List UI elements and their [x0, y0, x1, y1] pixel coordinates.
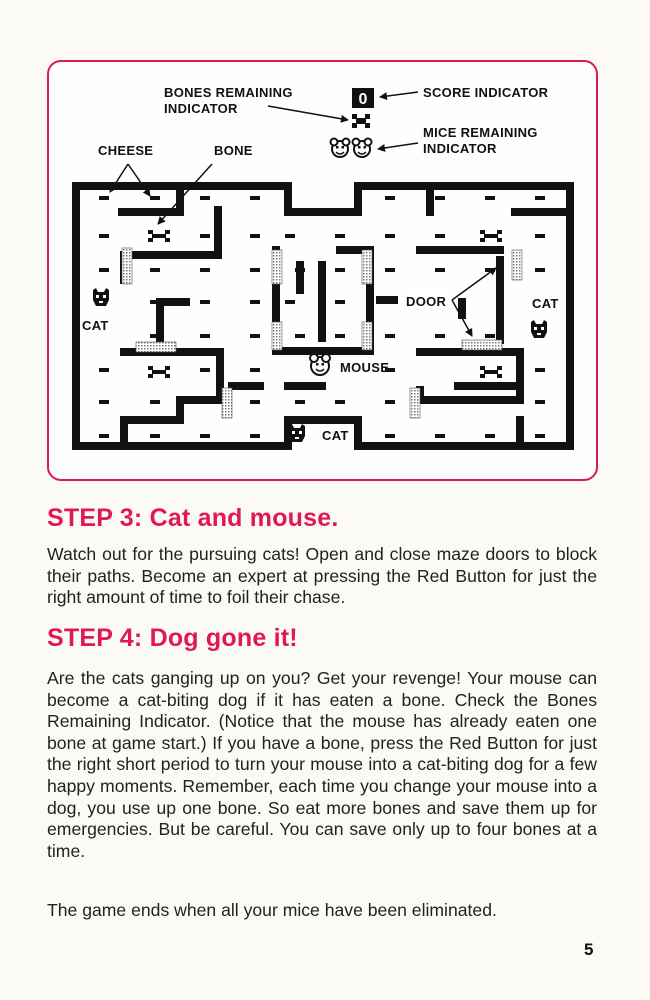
label-cat-right: CAT: [532, 296, 559, 311]
cheese-dot: [150, 196, 160, 200]
cheese-dot: [535, 400, 545, 404]
cheese-dot: [200, 300, 210, 304]
cheese-dot: [285, 300, 295, 304]
cheese-dot: [435, 434, 445, 438]
cheese-dot: [150, 268, 160, 272]
cheese-dot: [535, 434, 545, 438]
score-indicator-icon: [352, 88, 374, 108]
cheese-dot: [200, 196, 210, 200]
label-door: DOOR: [406, 294, 447, 309]
cheese-dot: [200, 434, 210, 438]
bone-icon: [480, 366, 502, 378]
cheese-dot: [335, 300, 345, 304]
page-number: 5: [584, 940, 594, 959]
label-bones-remaining-2: INDICATOR: [164, 101, 238, 116]
bone-icon: [148, 366, 170, 378]
cheese-dot: [385, 434, 395, 438]
cheese-dot: [200, 234, 210, 238]
label-score-indicator: SCORE INDICATOR: [423, 85, 549, 100]
step-4-heading: STEP 4: Dog gone it!: [47, 624, 298, 652]
cheese-dot: [435, 400, 445, 404]
label-bones-remaining: BONES REMAINING: [164, 85, 293, 100]
label-cheese: CHEESE: [98, 143, 154, 158]
label-mouse: MOUSE: [340, 360, 390, 375]
cheese-dot: [150, 434, 160, 438]
step-4-paragraph: Are the cats ganging up on you? Get your revenge! Your mouse can become a cat-biting dog if it has eaten a bone. Check the Bones Remaining Indicator. (Notice that the mouse has already eaten one bone at game start.) If you have a bone, press the Red Button for just the right short period to turn your mouse into a cat-biting dog for a few happy moments. Remember, each time you change your mouse into a dog, you use up one bone. So eat more bones and save them up for emergencies. But be careful. You can save only up to four bones at a time.: [47, 668, 597, 861]
cat-icon: [531, 320, 547, 338]
maze-walls: [76, 186, 570, 446]
cheese-dot: [295, 268, 305, 272]
cheese-dot: [99, 400, 109, 404]
cheese-dot: [99, 368, 109, 372]
cheese-dot: [335, 334, 345, 338]
cat-icon: [289, 424, 305, 442]
cheese-dot: [385, 234, 395, 238]
step-3-paragraph: Watch out for the pursuing cats! Open and close maze doors to block their paths. Become an expert at pressing the Red Button for just the right amount of time to foil their chase.: [47, 544, 597, 608]
step-3-heading: STEP 3: Cat and mouse.: [47, 504, 339, 532]
cheese-dot: [200, 400, 210, 404]
cheese-dot: [435, 268, 445, 272]
cheese-dot: [485, 400, 495, 404]
bones-remaining-icon: [352, 114, 370, 128]
cheese-dot: [435, 196, 445, 200]
cheese-dot: [200, 334, 210, 338]
cheese-dot: [485, 334, 495, 338]
label-cat-bottom: CAT: [322, 428, 349, 443]
label-mice-remaining: MICE REMAINING: [423, 125, 538, 140]
bone-icon: [480, 230, 502, 242]
cheese-dot: [385, 334, 395, 338]
cheese-dot: [250, 400, 260, 404]
cheese-dot: [435, 234, 445, 238]
cheese-dot: [250, 334, 260, 338]
cheese-dot: [485, 196, 495, 200]
label-bone: BONE: [214, 143, 253, 158]
label-cat-left: CAT: [82, 318, 109, 333]
cheese-dot: [285, 234, 295, 238]
cheese-dot: [385, 268, 395, 272]
cheese-dot: [535, 368, 545, 372]
cheese-dot: [99, 196, 109, 200]
bone-icon: [148, 230, 170, 242]
cheese-dot: [335, 234, 345, 238]
game-end-paragraph: The game ends when all your mice have been eliminated.: [47, 900, 497, 920]
score-value: 0: [358, 91, 368, 108]
cheese-dot: [150, 300, 160, 304]
mice-remaining-icon: [331, 139, 372, 158]
cheese-dot: [335, 400, 345, 404]
cheese-dot: [250, 234, 260, 238]
cheese-dot: [335, 268, 345, 272]
cheese-dot: [150, 400, 160, 404]
cheese-dot: [435, 334, 445, 338]
cheese-dot: [535, 234, 545, 238]
cheese-dot: [485, 434, 495, 438]
cheese-dot: [535, 196, 545, 200]
cheese-dot: [250, 434, 260, 438]
cheese-dot: [200, 368, 210, 372]
cheese-dot: [250, 300, 260, 304]
cheese-dot: [150, 334, 160, 338]
cheese-dot: [385, 400, 395, 404]
cheese-dot: [99, 434, 109, 438]
cheese-dot: [250, 196, 260, 200]
cheese-dot: [385, 196, 395, 200]
cheese-dot: [99, 268, 109, 272]
cheese-dot: [200, 268, 210, 272]
cheese-dot: [250, 368, 260, 372]
cheese-dot: [295, 400, 305, 404]
cheese-dot: [99, 234, 109, 238]
cheese-dot: [535, 268, 545, 272]
cheese-dot: [250, 268, 260, 272]
cheese-dot: [295, 334, 305, 338]
mouse-icon: [310, 354, 330, 375]
label-mice-remaining-2: INDICATOR: [423, 141, 497, 156]
cat-icon: [92, 288, 110, 306]
